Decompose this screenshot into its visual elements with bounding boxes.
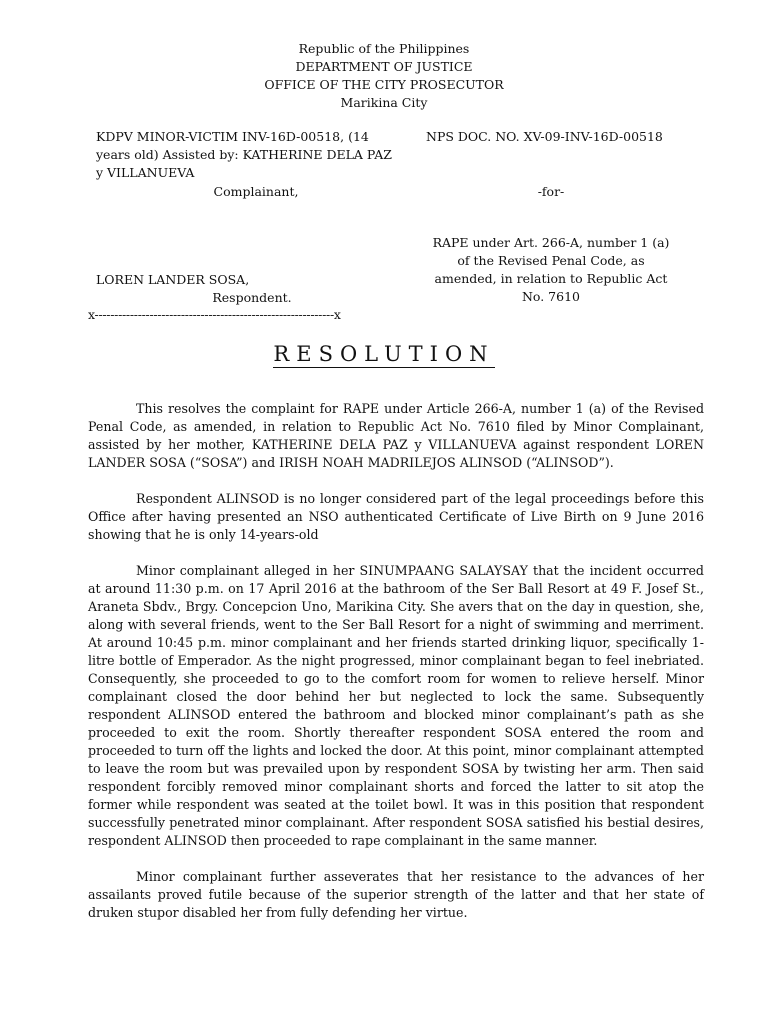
for-label: -for- <box>537 184 565 199</box>
document-title-wrap <box>0 342 768 366</box>
docket-number: NPS DOC. NO. XV-09-INV-16D-00518 <box>426 129 663 144</box>
complainant-label: Complainant, <box>213 184 299 199</box>
letterhead-city: Marikina City <box>340 95 428 110</box>
caption-divider: x-------------------------------------------------------------x <box>88 307 341 322</box>
paragraph: This resolves the complaint for RAPE under Article 266-A, number 1 (a) of the Revised Penal Code, as amended, in relation to Republic Act No. 7610 filed by Minor Complainant, assisted by her mother, KATHERINE DELA PAZ y VILLANUEVA against respondent LOREN LANDER SOSA (“SOSA”) and IRISH NOAH MADRILEJOS ALINSOD (“ALINSOD”). <box>88 401 704 470</box>
complainant-name: KDPV MINOR-VICTIM INV-16D-00518, (14 years old) Assisted by: KATHERINE DELA PAZ y VILLANUEVA <box>96 129 392 180</box>
letterhead-republic: Republic of the Philippines <box>298 41 470 56</box>
case-caption <box>96 128 696 328</box>
paragraph: Minor complainant alleged in her SINUMPAANG SALAYSAY that the incident occurred at around 11:30 p.m. on 17 April 2016 at the bathroom of the Ser Ball Resort at 49 F. Josef St., Araneta Sbdv., Brgy. Concepcion Uno, Marikina City. She avers that on the day in question, she, along with several friends, went to the Ser Ball Resort for a night of swimming and merriment. At around 10:45 p.m. minor complainant and her friends started drinking liquor, specifically 1-litre bottle of Emperador. As the night progressed, minor complainant began to feel inebriated. Consequently, she proceeded to go to the comfort room for women to relieve herself. Minor complainant closed the door behind her but neglected to lock the same. Subsequently respondent ALINSOD entered the bathroom and blocked minor complainant’s path as she proceeded to exit the room. Shortly thereafter respondent SOSA entered the room and proceeded to turn off the lights and locked the door. At this point, minor complainant attempted to leave the room but was prevailed upon by respondent SOSA by twisting her arm. Then said respondent forcibly removed minor complainant shorts and forced the latter to sit atop the former while respondent was seated at the toilet bowl. It was in this position that respondent successfully penetrated minor complainant. After respondent SOSA satisfied his bestial desires, respondent ALINSOD then proceeded to rape complainant in the same manner. <box>88 563 704 848</box>
paragraph: Minor complainant further asseverates that her resistance to the advances of her assailants proved futile because of the superior strength of the latter and that her state of druken stupor disabled her from fully defending her virtue. <box>88 869 704 920</box>
letterhead-department: DEPARTMENT OF JUSTICE <box>295 59 473 74</box>
paragraph: Respondent ALINSOD is no longer considered part of the legal proceedings before this Office after having presented an NSO authenticated Certificate of Live Birth on 9 June 2016 showing that he is only 14-years-old <box>88 491 704 542</box>
letterhead <box>0 40 768 112</box>
offense-charged: RAPE under Art. 266-A, number 1 (a) of the Revised Penal Code, as amended, in relation to Republic Act No. 7610 <box>432 235 670 304</box>
document-title: RESOLUTION <box>273 342 495 366</box>
complainant-label-wrap <box>96 183 396 201</box>
respondent-name: LOREN LANDER SOSA, <box>96 272 250 287</box>
letterhead-office: OFFICE OF THE CITY PROSECUTOR <box>264 77 504 92</box>
respondent-label: Respondent. <box>212 290 292 305</box>
resolution-body <box>88 400 704 940</box>
